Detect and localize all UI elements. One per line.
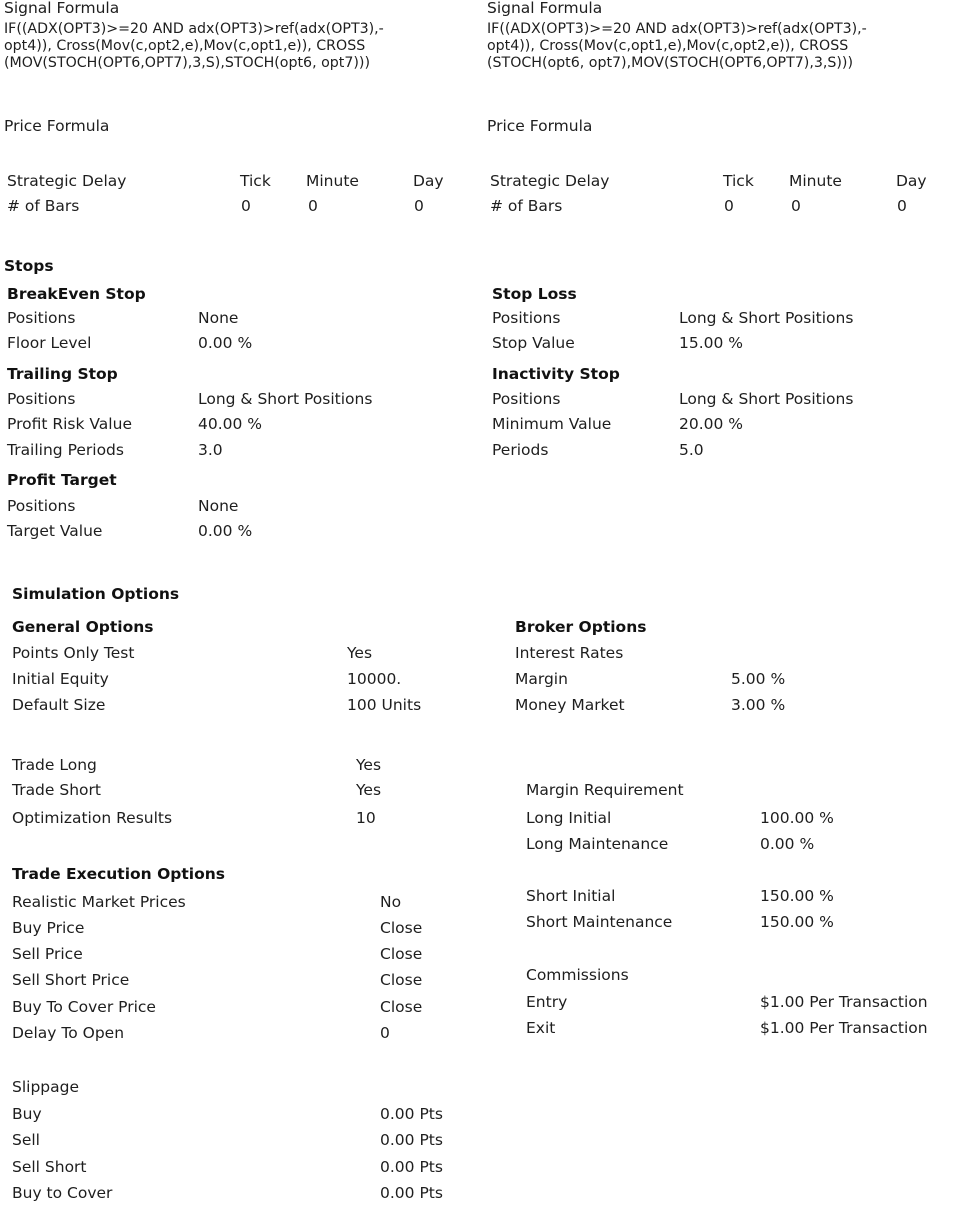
slippage-buy-to-cover-label: Buy to Cover xyxy=(12,1184,113,1202)
trailing-profit-risk-value: 40.00 % xyxy=(198,415,263,433)
breakeven-stop-title: BreakEven Stop xyxy=(7,285,146,303)
commission-exit-value: $1.00 Per Transaction xyxy=(760,1019,928,1037)
bars-label: # of Bars xyxy=(7,197,80,215)
bars-day-value: 0 xyxy=(414,197,424,215)
bars-minute-value: 0 xyxy=(308,197,318,215)
short-initial-label: Short Initial xyxy=(526,887,616,905)
bars-label: # of Bars xyxy=(490,197,563,215)
realistic-prices-label: Realistic Market Prices xyxy=(12,893,186,911)
stops-title: Stops xyxy=(4,257,54,275)
initial-equity-label: Initial Equity xyxy=(12,670,109,688)
col-header-tick: Tick xyxy=(723,172,754,190)
profit-target-value-label: Target Value xyxy=(7,522,103,540)
bars-tick-value: 0 xyxy=(241,197,251,215)
sell-price-value: Close xyxy=(380,945,423,963)
margin-rate-value: 5.00 % xyxy=(731,670,786,688)
commissions-title: Commissions xyxy=(526,966,629,984)
col-header-tick: Tick xyxy=(240,172,271,190)
inactivity-minimum-label: Minimum Value xyxy=(492,415,612,433)
trailing-periods-label: Trailing Periods xyxy=(7,441,124,459)
signal-formula-line: IF((ADX(OPT3)>=20 AND adx(OPT3)>ref(adx(OPT3),- xyxy=(487,21,867,37)
interest-rates-label: Interest Rates xyxy=(515,644,624,662)
buy-to-cover-price-label: Buy To Cover Price xyxy=(12,998,156,1016)
sell-short-price-label: Sell Short Price xyxy=(12,971,130,989)
profit-target-value: 0.00 % xyxy=(198,522,253,540)
trailing-stop-title: Trailing Stop xyxy=(7,365,118,383)
commission-exit-label: Exit xyxy=(526,1019,556,1037)
signal-formula-line: IF((ADX(OPT3)>=20 AND adx(OPT3)>ref(adx(OPT3),- xyxy=(4,21,384,37)
trade-long-value: Yes xyxy=(356,756,382,774)
optimization-results-label: Optimization Results xyxy=(12,809,173,827)
trade-short-value: Yes xyxy=(356,781,382,799)
strategic-delay-label: Strategic Delay xyxy=(490,172,610,190)
signal-formula-label: Signal Formula xyxy=(4,0,120,17)
slippage-sell-short-label: Sell Short xyxy=(12,1158,87,1176)
slippage-buy-label: Buy xyxy=(12,1105,42,1123)
trade-execution-title: Trade Execution Options xyxy=(12,865,226,883)
buy-price-value: Close xyxy=(380,919,423,937)
profit-target-title: Profit Target xyxy=(7,471,117,489)
strategic-delay-label: Strategic Delay xyxy=(7,172,127,190)
general-options-title: General Options xyxy=(12,618,154,636)
commission-entry-value: $1.00 Per Transaction xyxy=(760,993,928,1011)
inactivity-positions-label: Positions xyxy=(492,390,561,408)
money-market-label: Money Market xyxy=(515,696,625,714)
trailing-positions-label: Positions xyxy=(7,390,76,408)
trailing-positions-value: Long & Short Positions xyxy=(198,390,373,408)
price-formula-label: Price Formula xyxy=(487,117,593,135)
slippage-buy-to-cover-value: 0.00 Pts xyxy=(380,1184,443,1202)
inactivity-stop-title: Inactivity Stop xyxy=(492,365,620,383)
signal-formula-line: (MOV(STOCH(OPT6,OPT7),3,S),STOCH(opt6, opt7))) xyxy=(4,55,370,71)
buy-price-label: Buy Price xyxy=(12,919,85,937)
inactivity-periods-value: 5.0 xyxy=(679,441,704,459)
inactivity-periods-label: Periods xyxy=(492,441,549,459)
money-market-value: 3.00 % xyxy=(731,696,786,714)
buy-to-cover-price-value: Close xyxy=(380,998,423,1016)
signal-formula-label: Signal Formula xyxy=(487,0,603,17)
points-only-value: Yes xyxy=(347,644,373,662)
long-initial-label: Long Initial xyxy=(526,809,612,827)
breakeven-positions-label: Positions xyxy=(7,309,76,327)
stop-loss-value-label: Stop Value xyxy=(492,334,575,352)
margin-rate-label: Margin xyxy=(515,670,568,688)
trailing-periods-value: 3.0 xyxy=(198,441,223,459)
bars-tick-value: 0 xyxy=(724,197,734,215)
commission-entry-label: Entry xyxy=(526,993,568,1011)
sell-short-price-value: Close xyxy=(380,971,423,989)
slippage-sell-value: 0.00 Pts xyxy=(380,1131,443,1149)
realistic-prices-value: No xyxy=(380,893,402,911)
optimization-results-value: 10 xyxy=(356,809,376,827)
profit-target-positions-label: Positions xyxy=(7,497,76,515)
col-header-minute: Minute xyxy=(306,172,359,190)
col-header-minute: Minute xyxy=(789,172,842,190)
delay-to-open-value: 0 xyxy=(380,1024,390,1042)
trade-long-label: Trade Long xyxy=(12,756,97,774)
col-header-day: Day xyxy=(896,172,927,190)
breakeven-floor-label: Floor Level xyxy=(7,334,92,352)
stop-loss-positions-value: Long & Short Positions xyxy=(679,309,854,327)
col-header-day: Day xyxy=(413,172,444,190)
slippage-sell-label: Sell xyxy=(12,1131,40,1149)
default-size-label: Default Size xyxy=(12,696,106,714)
price-formula-label: Price Formula xyxy=(4,117,110,135)
points-only-label: Points Only Test xyxy=(12,644,135,662)
long-maintenance-value: 0.00 % xyxy=(760,835,815,853)
bars-day-value: 0 xyxy=(897,197,907,215)
initial-equity-value: 10000. xyxy=(347,670,402,688)
inactivity-minimum-value: 20.00 % xyxy=(679,415,744,433)
signal-formula-line: opt4)), Cross(Mov(c,opt1,e),Mov(c,opt2,e)), CROSS xyxy=(487,38,849,54)
simulation-options-title: Simulation Options xyxy=(12,585,180,603)
slippage-title: Slippage xyxy=(12,1078,80,1096)
long-initial-value: 100.00 % xyxy=(760,809,834,827)
trailing-profit-risk-label: Profit Risk Value xyxy=(7,415,132,433)
broker-options-title: Broker Options xyxy=(515,618,647,636)
signal-formula-line: (STOCH(opt6, opt7),MOV(STOCH(OPT6,OPT7),3,S))) xyxy=(487,55,853,71)
profit-target-positions-value: None xyxy=(198,497,239,515)
sell-price-label: Sell Price xyxy=(12,945,83,963)
short-initial-value: 150.00 % xyxy=(760,887,834,905)
stop-loss-positions-label: Positions xyxy=(492,309,561,327)
breakeven-floor-value: 0.00 % xyxy=(198,334,253,352)
breakeven-positions-value: None xyxy=(198,309,239,327)
signal-formula-line: opt4)), Cross(Mov(c,opt2,e),Mov(c,opt1,e)), CROSS xyxy=(4,38,366,54)
short-maintenance-label: Short Maintenance xyxy=(526,913,673,931)
stop-loss-value: 15.00 % xyxy=(679,334,744,352)
slippage-sell-short-value: 0.00 Pts xyxy=(380,1158,443,1176)
long-maintenance-label: Long Maintenance xyxy=(526,835,669,853)
slippage-buy-value: 0.00 Pts xyxy=(380,1105,443,1123)
short-maintenance-value: 150.00 % xyxy=(760,913,834,931)
bars-minute-value: 0 xyxy=(791,197,801,215)
trade-short-label: Trade Short xyxy=(12,781,101,799)
default-size-value: 100 Units xyxy=(347,696,422,714)
margin-requirement-title: Margin Requirement xyxy=(526,781,684,799)
stop-loss-title: Stop Loss xyxy=(492,285,577,303)
delay-to-open-label: Delay To Open xyxy=(12,1024,125,1042)
inactivity-positions-value: Long & Short Positions xyxy=(679,390,854,408)
